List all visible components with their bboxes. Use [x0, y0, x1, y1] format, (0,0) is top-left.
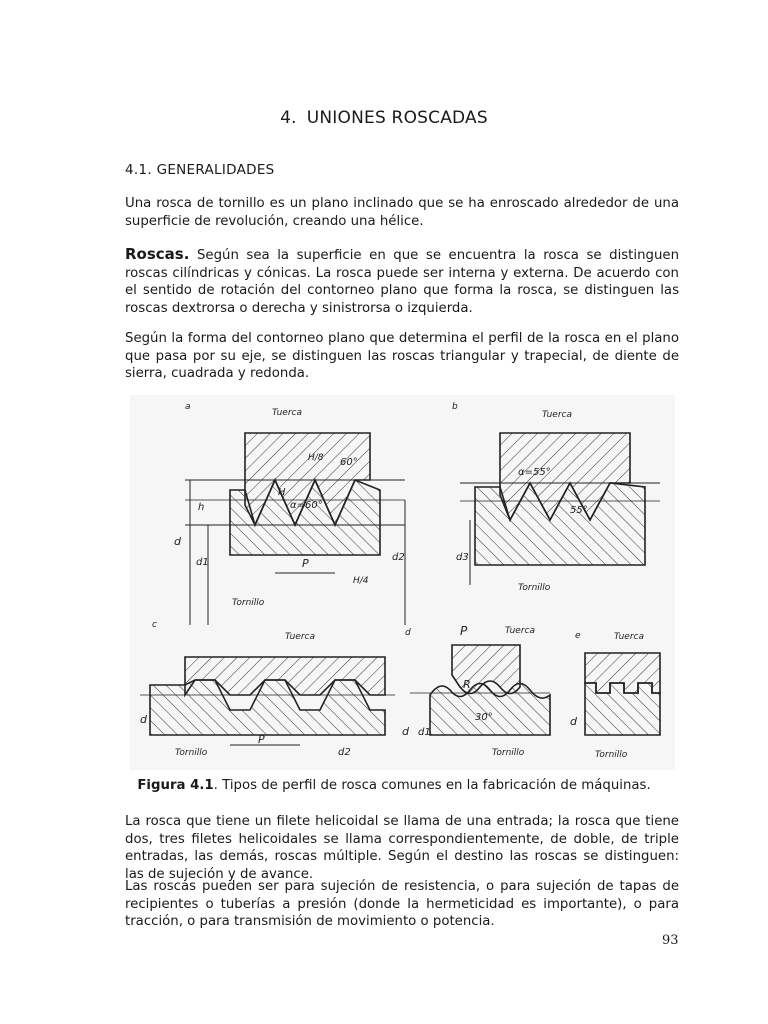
- label-d-tuerca: Tuerca: [505, 626, 535, 636]
- label-c-tornillo: Tornillo: [175, 748, 208, 758]
- label-b-tornillo: Tornillo: [518, 583, 551, 593]
- label-c-d2: d2: [338, 747, 351, 758]
- paragraph-entries: La rosca que tiene un filete helicoidal se llama de una entrada; la rosca que tiene dos, tres filetes helicoidales se llama correspondientemente, de doble, de triple entradas, las demás, roscas múltiple. Según el destino las roscas se distinguen: las de sujeción y de avance.: [125, 814, 679, 882]
- label-b-d3: d3: [456, 552, 469, 563]
- label-e-tuerca: Tuerca: [614, 632, 644, 642]
- label-a-P: P: [302, 557, 309, 570]
- label-c-P: P: [258, 733, 265, 746]
- label-d-tornillo: Tornillo: [492, 748, 525, 758]
- label-b-tuerca: Tuerca: [542, 410, 572, 420]
- thread-profiles-figure: [130, 395, 675, 770]
- label-d-30: 30°: [475, 712, 493, 723]
- figure-caption-label: Figura 4.1: [137, 778, 214, 793]
- label-b-alpha: α=55°: [518, 467, 551, 478]
- label-a-H8: H/8: [308, 453, 324, 463]
- figure-caption-text: . Tipos de perfil de rosca comunes en la fabricación de máquinas.: [213, 778, 651, 793]
- label-d-d: d: [402, 725, 409, 738]
- label-e: e: [575, 631, 581, 641]
- label-a-d: d: [174, 535, 181, 548]
- chapter-heading: [0, 108, 768, 128]
- label-a-tornillo: Tornillo: [232, 598, 265, 608]
- section-heading: [125, 162, 275, 178]
- label-b-55: 55°: [570, 505, 588, 516]
- label-e-tornillo: Tornillo: [595, 750, 628, 760]
- label-a-H4: H/4: [353, 576, 369, 586]
- label-c-d: d: [140, 713, 147, 726]
- paragraph-roscas-body: Según sea la superficie en que se encuentra la rosca se distinguen roscas cilíndricas y cónicas. La rosca puede ser interna y externa. De acuerdo con el sentido de rotación del contorneo plano que forma la rosca, se distinguen las roscas dextrorsa o derecha y sinistrorsa o izquierda.: [125, 248, 679, 316]
- figure-caption: [0, 778, 768, 793]
- label-a-alpha: α=60°: [290, 500, 323, 511]
- section-number: 4.1.: [125, 162, 152, 178]
- label-d-d1: d1: [418, 727, 431, 738]
- chapter-number: 4.: [280, 108, 297, 128]
- page-number: 93: [662, 933, 679, 948]
- section-title: GENERALIDADES: [156, 162, 275, 178]
- label-d: d: [405, 628, 411, 638]
- paragraph-uses: Las roscas pueden ser para sujeción de resistencia, o para sujeción de tapas de recipientes o tuberías a presión (donde la hermeticidad es importante), o para tracción, o para transmisión de movimiento o potencia.: [125, 879, 679, 929]
- paragraph-intro: Una rosca de tornillo es un plano inclinado que se ha enroscado alrededor de una superficie de revolución, creando una hélice.: [125, 196, 679, 229]
- screw-e: [585, 683, 660, 735]
- paragraph-roscas: [125, 246, 679, 317]
- label-e-d: d: [570, 715, 577, 728]
- paragraph-profile-types: Según la forma del contorneo plano que determina el perfil de la rosca en el plano que pasa por su eje, se distinguen las roscas triangular y trapecial, de diente de sierra, cuadrada y redonda.: [125, 331, 679, 381]
- label-a-H: H: [278, 487, 286, 498]
- label-a-d1: d1: [196, 557, 209, 568]
- label-a: a: [185, 402, 191, 412]
- label-b: b: [452, 402, 458, 412]
- label-a-60: 60°: [340, 457, 358, 468]
- chapter-title: UNIONES ROSCADAS: [306, 108, 488, 128]
- label-a-tuerca: Tuerca: [272, 408, 302, 418]
- label-a-h: h: [198, 502, 205, 513]
- screw-c: [150, 680, 385, 735]
- label-c-tuerca: Tuerca: [285, 632, 315, 642]
- label-c: c: [152, 620, 157, 630]
- label-a-d2: d2: [392, 552, 405, 563]
- label-d-R: R: [463, 678, 471, 691]
- label-d-P: P: [460, 624, 468, 638]
- screw-d: [430, 684, 550, 736]
- thread-profiles-drawing: [130, 395, 675, 770]
- paragraph-roscas-lead: Roscas.: [125, 245, 190, 263]
